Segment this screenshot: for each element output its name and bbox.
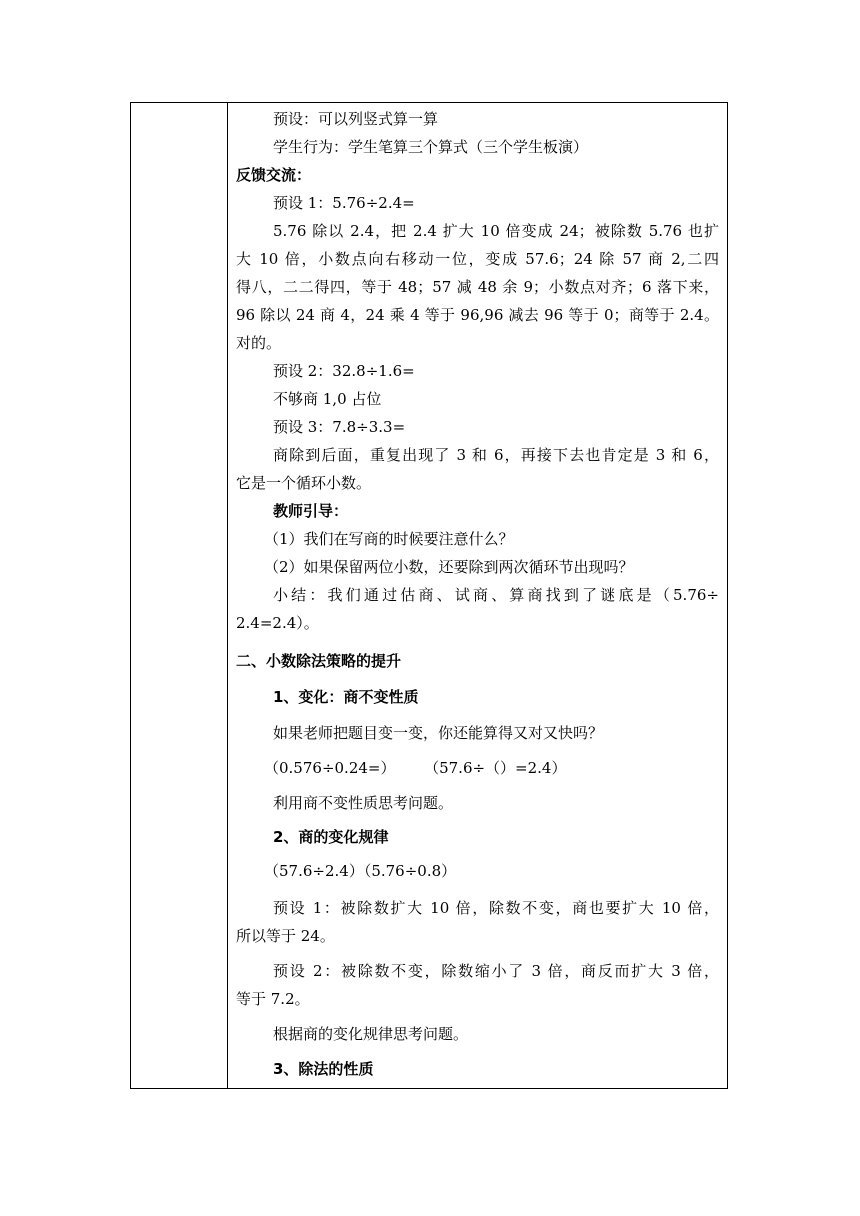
text-line: 利用商不变性质思考问题。 — [273, 794, 454, 812]
text-line: 预设 2：被除数不变，除数缩小了 3 倍，商反而扩大 3 倍， — [273, 962, 719, 980]
text-line: 不够商 1,0 占位 — [273, 390, 382, 408]
text-line: 学生行为：学生笔算三个算式（三个学生板演） — [273, 138, 589, 156]
text-line: （0.576÷0.24=） （57.6÷（）=2.4） — [264, 759, 567, 777]
content-column-cell — [228, 103, 727, 1088]
text-line: 预设 1：被除数扩大 10 倍，除数不变，商也要扩大 10 倍， — [273, 899, 719, 917]
section-heading: 反馈交流： — [236, 166, 312, 184]
text-line: 预设 1：5.76÷2.4= — [273, 194, 415, 212]
text-line: 对的。 — [236, 334, 282, 352]
text-line: 所以等于 24。 — [236, 927, 335, 945]
text-line: 大 10 倍，小数点向右移动一位，变成 57.6；24 除 57 商 2,二四 — [236, 250, 719, 268]
section-heading: 教师引导： — [273, 502, 349, 520]
text-line: 预设：可以列竖式算一算 — [273, 110, 439, 128]
text-line: 预设 2：32.8÷1.6= — [273, 362, 415, 380]
text-line: （2）如果保留两位小数，还要除到两次循环节出现吗？ — [264, 558, 634, 576]
text-line: 它是一个循环小数。 — [236, 474, 372, 492]
text-line: 得八，二二得四，等于 48；57 减 48 余 9；小数点对齐；6 落下来， — [236, 278, 719, 296]
text-line: 小结：我们通过估商、试商、算商找到了谜底是（5.76÷ — [273, 586, 719, 604]
text-line: （1）我们在写商的时候要注意什么？ — [264, 530, 514, 548]
text-line: 根据商的变化规律思考问题。 — [273, 1025, 469, 1043]
lesson-table — [130, 102, 728, 1089]
text-line: 2.4=2.4）。 — [236, 614, 319, 632]
text-line: 如果老师把题目变一变，你还能算得又对又快吗？ — [273, 724, 604, 742]
text-line: 预设 3：7.8÷3.3= — [273, 418, 406, 436]
text-line: 5.76 除以 2.4，把 2.4 扩大 10 倍变成 24；被除数 5.76 也扩 — [273, 222, 719, 240]
subsection-heading: 3、除法的性质 — [273, 1060, 374, 1078]
text-line: 等于 7.2。 — [236, 990, 310, 1008]
subsection-heading: 1、变化：商不变性质 — [273, 688, 419, 706]
text-line: 96 除以 24 商 4，24 乘 4 等于 96,96 减去 96 等于 0；商等于 2.4。 — [236, 306, 719, 324]
text-line: （57.6÷2.4）（5.76÷0.8） — [264, 862, 457, 880]
text-line: 商除到后面，重复出现了 3 和 6，再接下去也肯定是 3 和 6， — [273, 446, 719, 464]
left-column-cell — [131, 103, 228, 1088]
subsection-heading: 2、商的变化规律 — [273, 828, 389, 846]
section-heading: 二、小数除法策略的提升 — [236, 652, 402, 670]
